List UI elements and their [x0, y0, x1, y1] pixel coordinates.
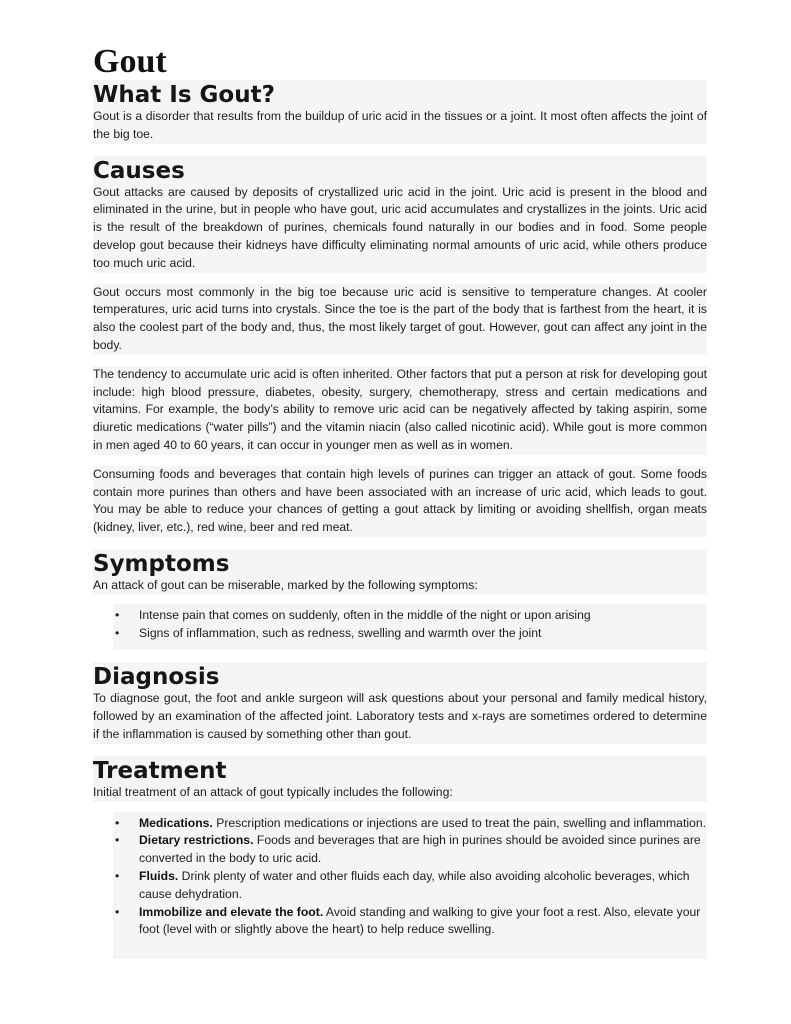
section-what-is-gout — [93, 80, 707, 144]
bullet-icon: • — [115, 625, 120, 640]
section-heading-causes: Causes — [93, 157, 185, 184]
bullet-icon: • — [115, 868, 120, 883]
treatment-intro: Initial treatment of an attack of gout typically includes the following: — [93, 784, 453, 799]
causes-paragraph: Consuming foods and beverages that contain high levels of purines can trigger an attack of gout. Some foods contain more purines than others and have been associated with an increase of uric acid, which leads to gout. You may be able to reduce your chances of getting a gout attack by limiting or avoiding shellfish, organ meats (kidney, liver, etc.), red wine, beer and red meat. — [93, 466, 707, 535]
section-heading-symptoms: Symptoms — [93, 550, 230, 577]
section-heading-what-is: What Is Gout? — [93, 82, 275, 108]
list-item: • Fluids. Drink plenty of water and other fluids each day, while also avoiding alcoholic beverages, which cause dehydration. — [115, 868, 690, 901]
bullet-icon: • — [115, 904, 120, 919]
symptoms-list — [113, 604, 707, 651]
item-term: Dietary restrictions. — [139, 833, 254, 848]
section-heading-treatment: Treatment — [93, 757, 227, 784]
item-term: Medications. — [139, 815, 213, 830]
list-item: • Medications. Prescription medications or injections are used to treat the pain, swelling and inflammation. — [113, 815, 707, 833]
document-page — [93, 44, 707, 959]
section-heading-diagnosis: Diagnosis — [93, 664, 220, 691]
causes-paragraph: Gout attacks are caused by deposits of crystallized uric acid in the joint. Uric acid is present in the blood and eliminated in the urine, but in people who have gout, uric acid accumulates and crystallizes in the joints. Uric acid is the result of the breakdown of purines, chemicals found naturally in our bodies and in food. Some people develop gout because their kidneys have difficulty eliminating normal amounts of uric acid, while others produce too much uric acid. — [93, 184, 707, 270]
causes-paragraph: Gout occurs most commonly in the big toe because uric acid is sensitive to temperature changes. At cooler temperatures, uric acid turns into crystals. Since the toe is the part of the body that is farthest from the heart, it is also the coolest part of the body and, thus, the most likely target of gout. However, gout can affect any joint in the body. — [93, 284, 707, 352]
causes-paragraph: The tendency to accumulate uric acid is often inherited. Other factors that put a person at risk for developing gout include: high blood pressure, diabetes, obesity, surgery, chemotherapy, stress and certain medications and vitamins. For example, the body’s ability to remove uric acid can be negatively affected by taking aspirin, some diuretic medications (“water pills”) and the vitamin niacin (also called nicotinic acid). While gout is more common in men aged 40 to 60 years, it can occur in younger men as well as in women. — [93, 366, 707, 452]
list-item: • Dietary restrictions. Foods and beverages that are high in purines should be avoided since purines are converted in the body to uric acid. — [115, 833, 701, 866]
section-treatment — [93, 756, 707, 959]
list-item: • Intense pain that comes on suddenly, often in the middle of the night or upon arising — [113, 607, 707, 625]
item-term: Fluids. — [139, 868, 179, 883]
section-diagnosis — [93, 662, 707, 743]
page-title: Gout — [93, 43, 167, 80]
section-causes — [93, 156, 707, 537]
bullet-icon: • — [115, 607, 120, 622]
bullet-icon: • — [115, 833, 120, 848]
symptoms-intro: An attack of gout can be miserable, marked by the following symptoms: — [93, 577, 478, 592]
what-is-text: Gout is a disorder that results from the buildup of uric acid in the tissues or a joint. It most often affects the joint of the big toe. — [93, 109, 707, 141]
item-term: Immobilize and elevate the foot. — [139, 904, 324, 919]
bullet-icon: • — [115, 815, 120, 830]
list-item: • Immobilize and elevate the foot. Avoid standing and walking to give your foot a rest. Also, elevate your foot (level with or slightly above the heart) to help reduce swelling. — [115, 904, 701, 937]
treatment-list — [113, 812, 707, 960]
section-symptoms — [93, 549, 707, 650]
diagnosis-text: To diagnose gout, the foot and ankle surgeon will ask questions about your personal and family medical history, followed by an examination of the affected joint. Laboratory tests and x-rays are sometimes ordered to determine if the inflammation is caused by something other than gout. — [93, 691, 707, 741]
list-item: • Signs of inflammation, such as redness, swelling and warmth over the joint — [113, 625, 707, 643]
